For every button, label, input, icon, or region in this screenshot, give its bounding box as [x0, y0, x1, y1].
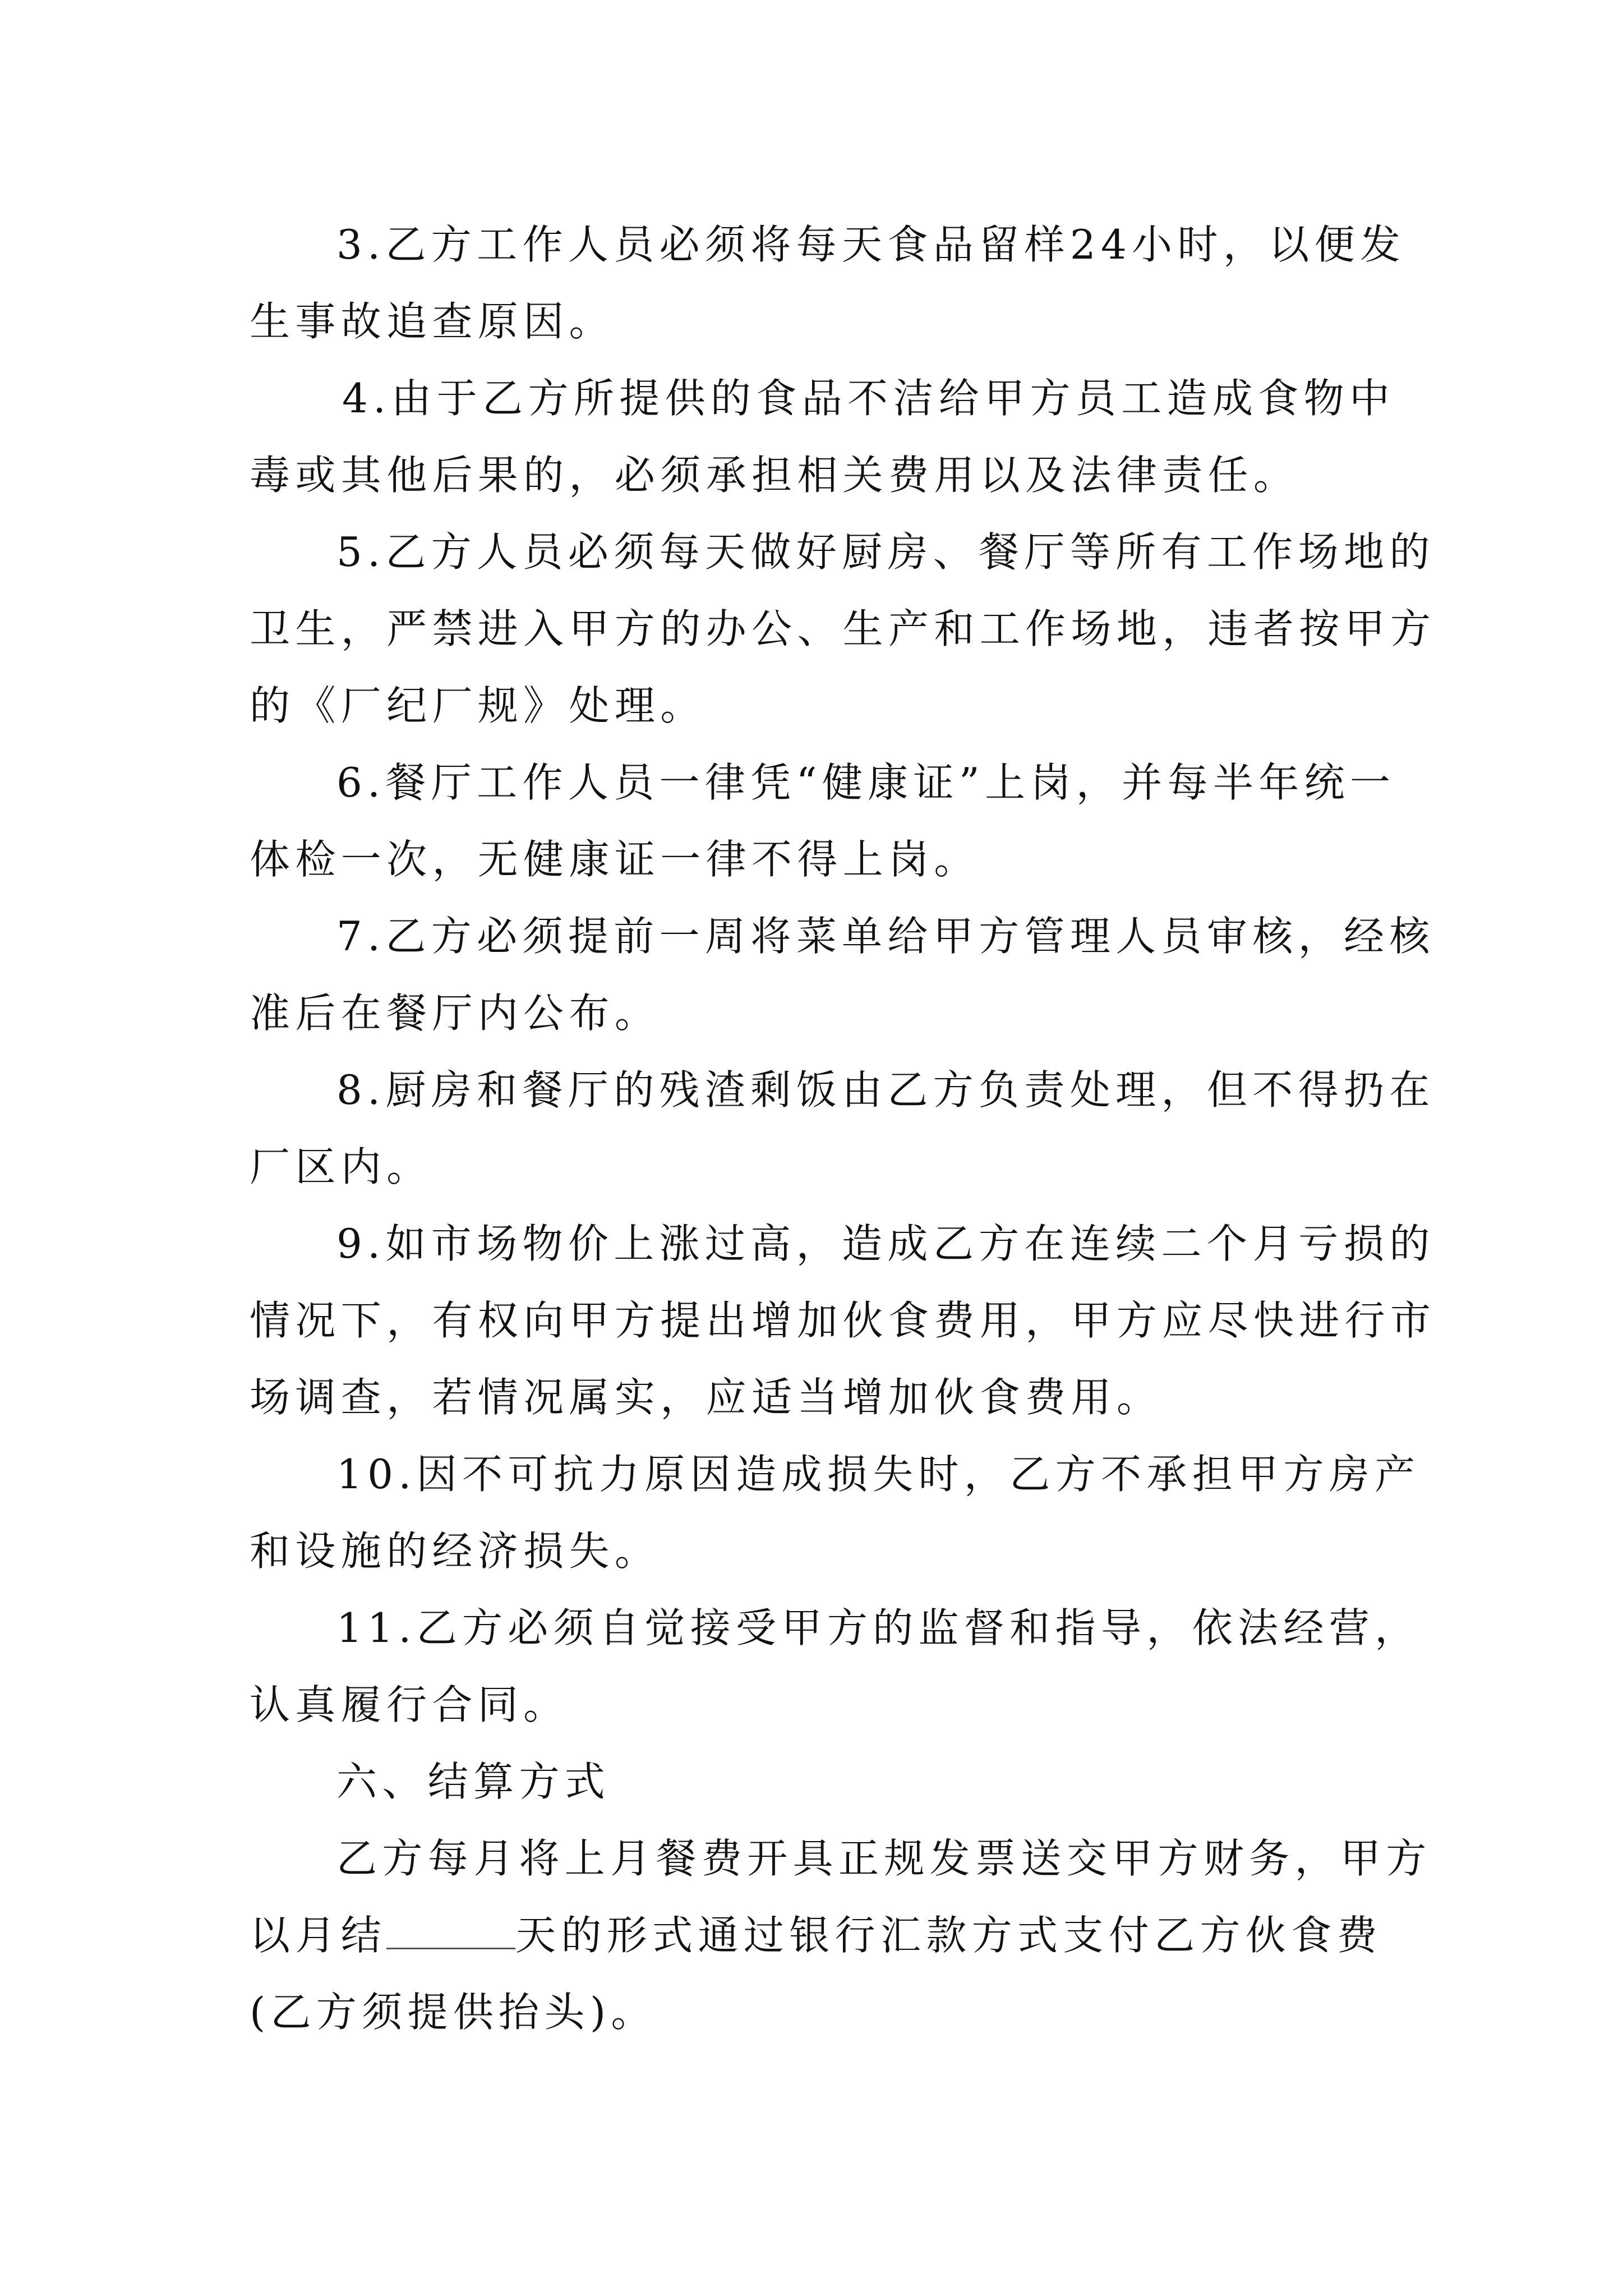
clause-5-line-3: 的《厂纪厂规》处理。 — [250, 682, 706, 729]
settlement-text-after-blank: 天的形式通过银行汇款方式支付乙方伙食费 — [515, 1912, 1382, 1959]
clause-10-line-2: 和设施的经济损失。 — [250, 1527, 661, 1575]
clause-7-line-2: 准后在餐厅内公布。 — [250, 990, 661, 1037]
settlement-line-3: (乙方须提供抬头)。 — [250, 1989, 657, 2036]
clause-4-line-2: 毒或其他后果的，必须承担相关费用以及法律责任。 — [250, 452, 1299, 499]
clause-10-line-1: 10.因不可抗力原因造成损失时，乙方不承担甲方房产 — [336, 1451, 1421, 1498]
clause-6-line-2: 体检一次，无健康证一律不得上岗。 — [250, 836, 980, 883]
clause-8-line-2: 厂区内。 — [250, 1143, 432, 1190]
clause-9-line-1: 9.如市场物价上涨过高，造成乙方在连续二个月亏损的 — [336, 1220, 1435, 1267]
settlement-line-2 — [250, 1897, 1382, 1974]
clause-9-line-2: 情况下，有权向甲方提出增加伙食费用，甲方应尽快进行市 — [250, 1297, 1436, 1344]
clause-6-line-1: 6.餐厅工作人员一律凭“健康证”上岗，并每半年统一 — [336, 759, 1396, 806]
settlement-text-before-blank: 以月结 — [250, 1912, 387, 1959]
settlement-days-blank — [386, 1914, 515, 1949]
document-body — [250, 206, 1436, 2051]
clause-7-line-1: 7.乙方必须提前一周将菜单给甲方管理人员审核，经核 — [336, 913, 1435, 960]
clause-11-line-2: 认真履行合同。 — [250, 1681, 569, 1728]
clause-4-line-1: 4.由于乙方所提供的食品不洁给甲方员工造成食物中 — [342, 375, 1395, 422]
clause-5-line-2: 卫生，严禁进入甲方的办公、生产和工作场地，违者按甲方 — [250, 605, 1436, 652]
clause-3-line-2: 生事故追查原因。 — [250, 298, 615, 345]
clause-3-line-1: 3.乙方工作人员必须将每天食品留样24小时，以便发 — [336, 221, 1406, 268]
section-heading-settlement: 六、结算方式 — [336, 1758, 611, 1805]
clause-5-line-1: 5.乙方人员必须每天做好厨房、餐厅等所有工作场地的 — [336, 528, 1435, 576]
clause-9-line-3: 场调查，若情况属实，应适当增加伙食费用。 — [250, 1374, 1163, 1421]
settlement-line-1: 乙方每月将上月餐费开具正规发票送交甲方财务，甲方 — [336, 1835, 1432, 1882]
clause-11-line-1: 11.乙方必须自觉接受甲方的监督和指导，依法经营， — [336, 1604, 1421, 1651]
clause-8-line-1: 8.厨房和餐厅的残渣剩饭由乙方负责处理，但不得扔在 — [336, 1066, 1435, 1114]
